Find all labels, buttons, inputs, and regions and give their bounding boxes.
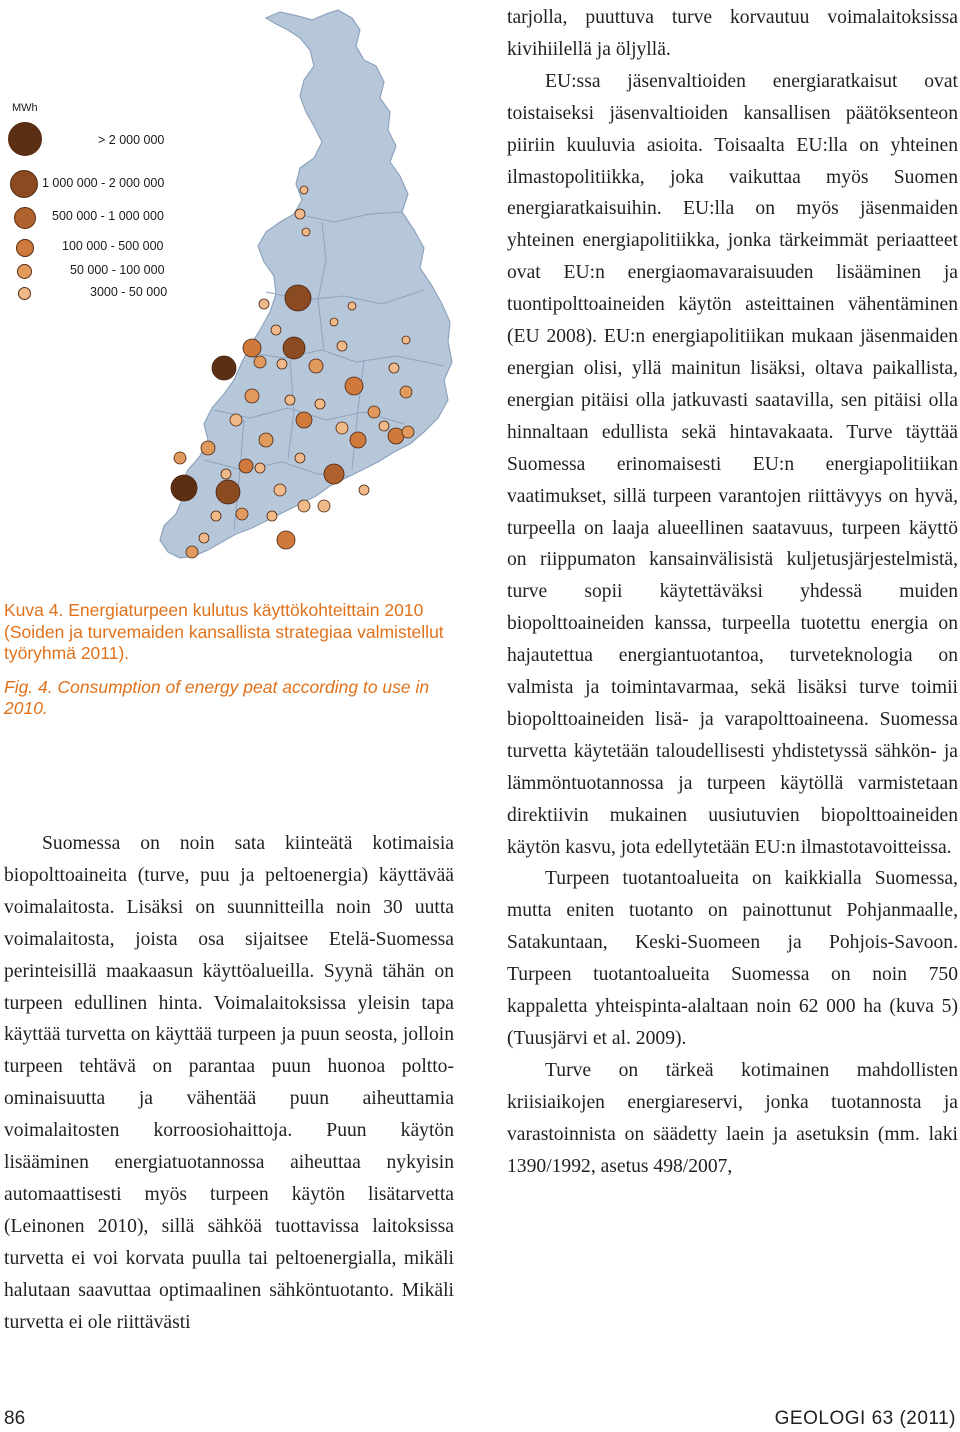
caption-finnish: Kuva 4. Energiaturpeen kulutus käyttökohteittain 2010 (Soiden ja turvemaiden kansallista strategiaa valmistellut työryhmä 2011). [4, 600, 444, 663]
legend-label-6: 3000 - 50 000 [90, 285, 168, 299]
consumption-site-circle [402, 336, 410, 344]
consumption-site-circle [298, 500, 310, 512]
consumption-site-circle [302, 228, 310, 236]
legend-dot-5 [17, 264, 32, 279]
consumption-site-circle [212, 356, 236, 380]
consumption-site-circle [274, 484, 286, 496]
consumption-site-circle [259, 433, 273, 447]
legend-label-2: 1 000 000 - 2 000 000 [42, 176, 165, 190]
consumption-site-circle [400, 386, 412, 398]
consumption-site-circle [379, 421, 389, 431]
journal-title: GEOLOGI 63 (2011) [774, 1408, 956, 1429]
legend-title: MWh [12, 102, 38, 114]
consumption-site-circle [315, 399, 325, 409]
paragraph: Turve on tärkeä kotimainen mahdollisten kriisiaikojen energiareservi, jonka tuotannosta ja varastoinnista on säädetty laein ja asetuksin (mm. laki 1390/1992, asetus 498/2007, [507, 1059, 958, 1177]
consumption-site-circle [283, 337, 305, 359]
figure-caption [4, 600, 456, 720]
consumption-site-circle [337, 341, 347, 351]
consumption-site-circle [259, 299, 269, 309]
consumption-site-circle [239, 459, 253, 473]
legend-dot-3 [14, 207, 36, 229]
left-column-text [4, 828, 454, 1339]
page-number: 86 [4, 1408, 26, 1429]
finland-outline [160, 10, 452, 558]
consumption-site-circle [348, 302, 356, 310]
legend-label-5: 50 000 - 100 000 [70, 263, 165, 277]
consumption-site-circle [201, 441, 215, 455]
consumption-site-circle [318, 500, 330, 512]
consumption-site-circle [402, 426, 414, 438]
consumption-site-circle [221, 469, 231, 479]
paragraph: EU:ssa jäsenvaltioiden energiaratkaisut ovat toistaiseksi jäsenvaltioiden kansallisen päätöksenteon piiriin kuuluvia asioita. Toisaalta EU:lla on yhteinen ilmastopolitiikka, joka vaikuttaa myös Suomen energiaratkaisuihin. EU:lla on myös jäsenmaiden yhteinen energiapolitiikka, jonka tärkeimmät periaatteet ovat EU:n energiaomavaraisuuden lisääminen ja tuontipolttoaineiden käytön asteittainen vähentäminen (EU 2008). EU:n energiapolitiikan mukaan jäsenmaiden energian olisi, yllä mainitun lisäksi, oltava paikallista, energian pitäisi olla jatkuvasti saatavilla, sen pitäisi olla hinnaltaan edullista sekä hintavakaata. Turve täyttää Suomessa erinomaisesti EU:n energiapolitiikan vaatimukset, sillä turpeen varantojen riittävyys on hyvä, turpeella on laaja alueellinen saatavuus, turpeen käyttö on riippumaton kansainvälisistä kuljetusjärjestelmistä, turve sopii käytettäväksi yhdessä muiden biopolttoaineiden kanssa, turpeella tuotettu energia on hajautettua energiantuotantoa, turveteknologia on valmista ja toimintavarmaa, sekä lisäksi turve toimii biopolttoaineiden lisä- ja varapolttoaineena. Suomessa turvetta käytetään taloudellisesti yhdistetyssä sähkön- ja lämmöntuotannossa ja turpeen käytöllä varmistetaan direktiivin mukainen uusiutuvien biopolttoaineiden käytön kasvu, jota edellytetään EU:n ilmastotavoitteissa. [507, 70, 958, 858]
consumption-site-circle [236, 508, 248, 520]
legend-label-1: > 2 000 000 [98, 133, 165, 147]
consumption-site-circle [388, 428, 404, 444]
consumption-site-circle [267, 511, 277, 521]
legend-dot-4 [16, 239, 34, 257]
legend-label-3: 500 000 - 1 000 000 [52, 209, 164, 223]
consumption-site-circle [174, 452, 186, 464]
consumption-site-circle [243, 339, 261, 357]
map-legend [4, 96, 184, 306]
consumption-site-circle [324, 464, 344, 484]
caption-english: Fig. 4. Consumption of energy peat according to use in 2010. [4, 676, 430, 718]
consumption-site-circle [350, 432, 366, 448]
consumption-site-circle [171, 475, 197, 501]
legend-dot-2 [10, 170, 38, 198]
consumption-site-circle [309, 359, 323, 373]
consumption-site-circle [295, 453, 305, 463]
consumption-site-circle [285, 285, 311, 311]
consumption-site-circle [296, 412, 312, 428]
consumption-site-circle [277, 359, 287, 369]
consumption-site-circle [277, 531, 295, 549]
consumption-site-circle [230, 414, 242, 426]
consumption-site-circle [336, 422, 348, 434]
consumption-site-circle [254, 356, 266, 368]
consumption-site-circle [345, 377, 363, 395]
consumption-site-circle [389, 363, 399, 373]
legend-dot-6 [18, 287, 31, 300]
paragraph: tarjolla, puuttuva turve korvautuu voimalaitoksissa kivihiilellä ja öljyllä. [507, 7, 958, 60]
paragraph: Turpeen tuotantoalueita on kaikkialla Suomessa, mutta eniten tuotanto on painottunut Pohjanmaalle, Satakuntaan, Keski-Suomeen ja Pohjois-Savoon. Turpeen tuotantoalueita Suomessa on noin 750 kappaletta yhteispinta-alaltaan noin 62 000 ha (kuva 5) (Tuusjärvi et al. 2009). [507, 868, 958, 1049]
consumption-site-circle [368, 406, 380, 418]
consumption-site-circle [285, 395, 295, 405]
consumption-site-circle [199, 533, 209, 543]
consumption-site-circle [295, 209, 305, 219]
consumption-site-circle [216, 480, 240, 504]
consumption-site-circle [271, 325, 281, 335]
consumption-site-circle [330, 318, 338, 326]
paragraph: Suomessa on noin sata kiinteätä kotimaisia biopolttoaineita (turve, puu ja peltoenergia) käyttävää voimalaitosta. Lisäksi on suunnitteilla noin 30 uutta voimalaitosta, joista osa sijaitsee Etelä-Suomessa perinteisillä maakaasun käyttöalueilla. Syynä tähän on turpeen edullinen hinta. Voimalaitoksissa yleisin tapa käyttää turvetta on käyttää turpeen ja puun seosta, jolloin turpeen tehtävä on parantaa puun huonoa poltto-ominaisuutta ja vähentää puun aiheuttamia voimalaitosten korroosiohaittoja. Puun käytön lisääminen energiatuotannossa aiheuttaa nykyisin automaattisesti myös turpeen käytön lisätarvetta (Leinonen 2010), sillä sähköä tuottavissa laitoksissa turvetta ei voi korvata puulla tai peltoenergialla, mikäli halutaan saavuttaa optimaalinen sähköntuotanto. Mikäli turvetta ei ole riittävästi [4, 833, 454, 1333]
consumption-site-circle [359, 485, 369, 495]
consumption-site-circle [300, 186, 308, 194]
consumption-site-circle [255, 463, 265, 473]
right-column-text [507, 2, 958, 1183]
consumption-site-circle [211, 511, 221, 521]
consumption-site-circle [245, 389, 259, 403]
consumption-site-circle [186, 546, 198, 558]
legend-dot-1 [8, 122, 42, 156]
legend-label-4: 100 000 - 500 000 [62, 239, 164, 253]
